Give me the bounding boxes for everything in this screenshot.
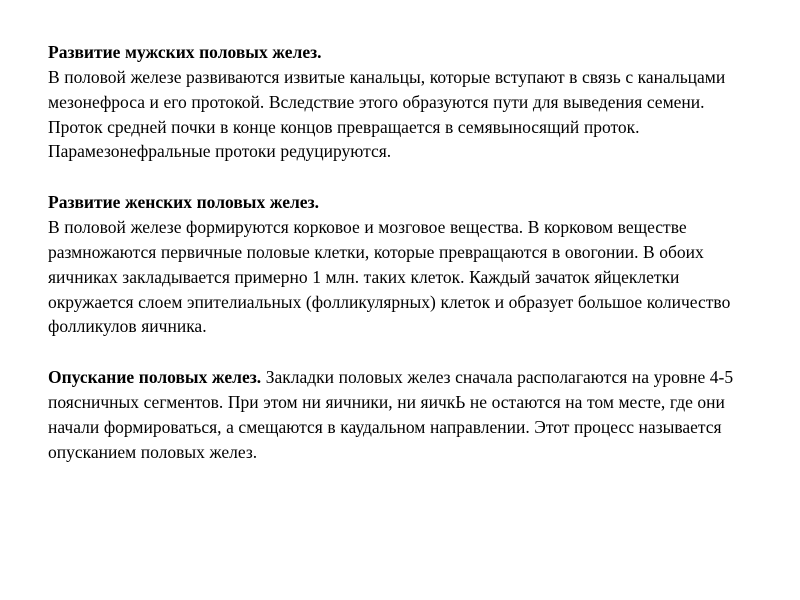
- heading-gonad-descent: Опускание половых желез.: [48, 367, 262, 388]
- text-block-gonad-descent: [48, 365, 754, 464]
- paragraph-gonad-descent: [48, 365, 754, 464]
- slide-content: [48, 40, 754, 465]
- heading-female-gonads: Развитие женских половых желез.: [48, 192, 319, 213]
- heading-male-gonads: Развитие мужских половых желез.: [48, 42, 322, 62]
- body-gonad-descent: Закладки половых желез сначала располагаются на уровне 4-5 поясничных сегментов. При этом ни яичники, ни яичкЬ не остаются на том месте, где они начали формироваться, а смещаются в каудальном направлении. Этот процесс называется опусканием половых желез.: [48, 367, 734, 462]
- paragraph-male-gonads: [48, 40, 754, 164]
- body-male-gonads: В половой железе развиваются извитые канальцы, которые вступают в связь с канальцами мезонефроса и его протокой. Вследствие этого образуются пути для выведения семени. Проток средней почки в конце концов превращается в семявыносящий проток. Парамезонефральные протоки редуцируются.: [48, 66, 726, 162]
- text-block-female-gonads: [48, 190, 754, 339]
- text-block-male-gonads: [48, 40, 754, 164]
- paragraph-female-gonads: [48, 190, 754, 339]
- body-female-gonads: В половой железе формируются корковое и мозговое вещества. В корковом веществе размножаются первичные половые клетки, которые превращаются в овогонии. В обоих яичниках закладывается примерно 1 млн. таких клеток. Каждый зачаток яйцеклетки окружается слоем эпителиальных (фолликулярных) клеток и образует большое количество фолликулов яичника.: [48, 217, 731, 337]
